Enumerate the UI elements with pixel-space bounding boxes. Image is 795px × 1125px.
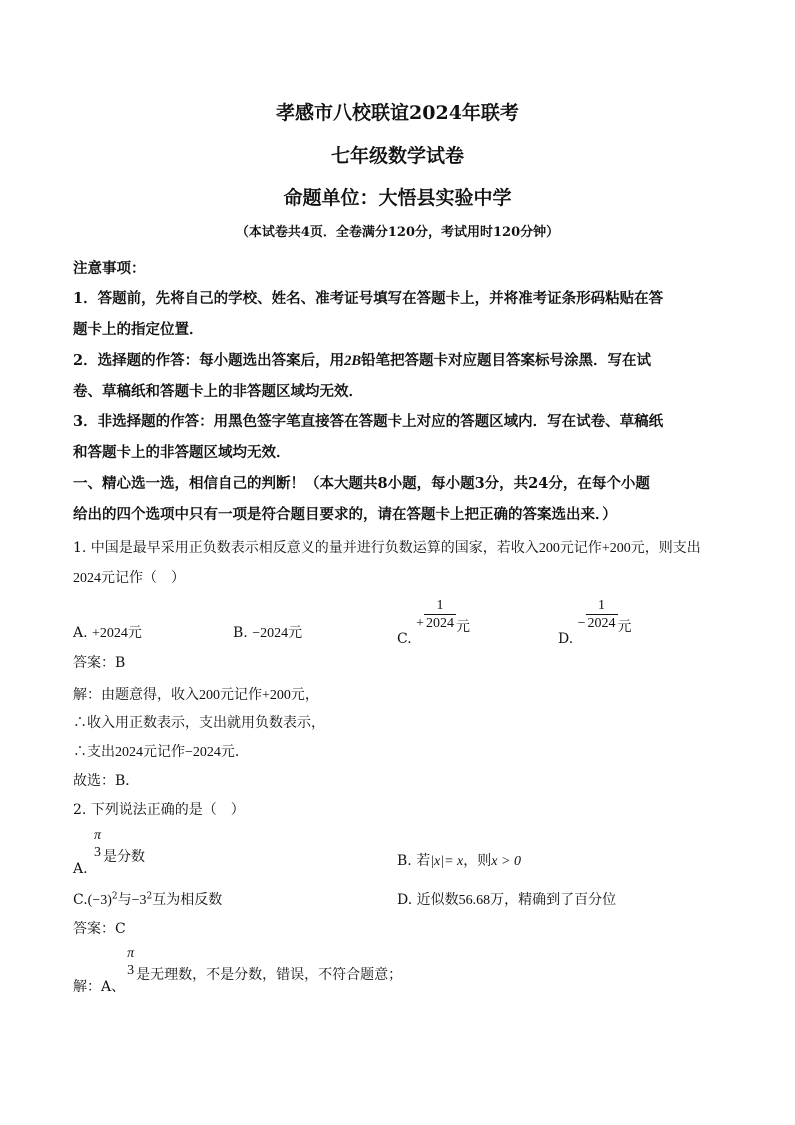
q1-option-c-unit: 元: [456, 619, 471, 635]
q2-option-d-math: 56.68: [458, 893, 491, 908]
q1-sol3-math-minus2024: −2024: [185, 745, 221, 760]
q1-option-b-label: B.: [233, 625, 248, 641]
q1-text-b: 元记作: [559, 540, 602, 556]
q2-stem: 2. 下列说法正确的是（ ）: [73, 802, 245, 818]
q1-solution-line-2: ∴收入用正数表示，支出就用负数表示，: [73, 715, 325, 731]
q1-math-2024: 2024: [73, 571, 101, 586]
q2-option-a[interactable]: [73, 828, 146, 877]
q2-option-d[interactable]: [397, 889, 616, 909]
q1-option-d-numerator: 1: [598, 598, 606, 613]
pencil-grade: 2B: [344, 353, 362, 369]
q1-sol3-text-b: 元记作: [143, 744, 185, 760]
exam-info: （本试卷共4页．全卷满分120分，考试用时120分钟）: [235, 225, 560, 240]
q2-option-d-text: 万，精确到了百分位: [490, 892, 617, 908]
author-unit: 命题单位：大悟县实验中学: [283, 187, 512, 209]
q1-sol-text-a: 解：由题意得，收入: [73, 687, 199, 703]
q2-option-c-label: C.: [73, 892, 88, 908]
q2-option-b-math: |x|= x: [430, 854, 464, 869]
note-2-text-b: 铅笔把答题卡对应题目答案标号涂黑．写在试: [361, 352, 652, 369]
note-3-line-1: 3．非选择题的作答：用黑色签字笔直接答在答题卡上对应的答题区域内．写在试卷、草稿纸: [73, 413, 664, 430]
q1-option-b[interactable]: [233, 622, 302, 642]
note-1-line-2: 题卡上的指定位置．: [73, 321, 204, 338]
q1-text-c: 元，则支出: [630, 540, 701, 556]
note-2-line-2: 卷、草稿纸和答题卡上的非答题区域均无效．: [73, 383, 363, 400]
q1-stem-line-2: [73, 567, 728, 587]
section1-line-1: 一、精心选一选，相信自己的判断！（本大题共8小题，每小题3分，共24分，在每个小题: [73, 475, 650, 492]
q1-option-d[interactable]: [558, 598, 632, 647]
q2-sol-text-b: 是无理数，不是分数，错误，不符合题意；: [136, 966, 403, 983]
q2-option-b-math-2: x > 0: [491, 854, 521, 869]
q1-option-c[interactable]: [397, 598, 471, 647]
q1-sol-text-c: 元，: [290, 687, 319, 703]
q1-option-a[interactable]: [73, 622, 142, 642]
q1-choose: 故选：B．: [73, 773, 140, 789]
q1-sol3-text-a: ∴支出: [73, 744, 115, 760]
q2-option-c-exp-2: 2: [146, 891, 153, 902]
q1-sol-text-b: 元记作: [220, 687, 262, 703]
q2-option-c-text: 互为相反数: [152, 892, 223, 908]
note-2-text-a: 2．选择题的作答：每小题选出答案后，用: [73, 352, 345, 369]
q2-option-c-exp-1: 2: [111, 891, 118, 902]
q1-text-a: 1. 中国是最早采用正负数表示相反意义的量并进行负数运算的国家，若收入: [73, 540, 539, 556]
section1-line-2: 给出的四个选项中只有一项是符合题目要求的，请在答题卡上把正确的答案选出来．）: [73, 506, 617, 523]
q1-option-d-fraction: [586, 598, 618, 632]
note-3-line-2: 和答题卡上的非答题区域均无效．: [73, 444, 291, 461]
q1-option-c-numerator: 1: [436, 598, 444, 613]
q1-option-d-unit: 元: [617, 619, 632, 635]
q1-sol3-text-c: 元．: [220, 744, 249, 760]
q1-option-a-unit: 元: [127, 625, 142, 641]
q1-option-d-sign: −: [577, 616, 586, 631]
q1-answer: 答案：B: [73, 655, 126, 671]
q2-option-a-denominator: 3: [94, 845, 102, 860]
q1-option-d-denominator: 2024: [587, 616, 616, 631]
q2-option-b[interactable]: [397, 850, 521, 870]
q1-option-a-label: A.: [73, 625, 88, 641]
q2-sol-text-a: 解：A、: [73, 978, 126, 995]
q1-option-b-unit: 元: [288, 625, 303, 641]
q2-option-c-math-1: (−3): [87, 893, 112, 908]
q1-option-a-math: +2024: [92, 626, 128, 641]
note-2-line-1: [73, 349, 728, 370]
exam-subtitle: 七年级数学试卷: [330, 145, 464, 167]
q2-option-a-fraction: [92, 828, 103, 861]
q2-solution-line: [73, 946, 403, 995]
q1-solution-line-1: [73, 684, 728, 704]
q1-option-c-sign: +: [416, 616, 425, 631]
q2-option-d-label: D. 近似数: [397, 892, 459, 908]
q2-option-c[interactable]: [73, 889, 222, 909]
q2-option-b-label: B. 若: [397, 853, 431, 869]
q1-sol-math-200: 200: [199, 688, 220, 703]
q1-sol3-math-2024: 2024: [115, 745, 143, 760]
q2-option-a-text: 是分数: [103, 848, 146, 865]
q2-answer: 答案：C: [73, 921, 126, 937]
note-1-line-1: 1．答题前，先将自己的学校、姓名、准考证号填写在答题卡上，并将准考证条形码粘贴在答: [73, 290, 664, 307]
q1-option-b-math: −2024: [252, 626, 289, 641]
q2-option-a-label: A.: [73, 860, 88, 877]
notes-heading: 注意事项：: [73, 260, 146, 277]
q2-sol-denominator: 3: [127, 963, 135, 978]
q1-option-c-label: C.: [397, 631, 412, 647]
q1-option-d-label: D.: [558, 631, 574, 647]
q2-option-c-mid: 与: [117, 892, 132, 908]
q1-text-d: 元记作（ ）: [101, 570, 185, 586]
q1-math-200: 200: [538, 541, 560, 556]
q1-stem-line-1: [73, 537, 728, 557]
q2-sol-fraction: [125, 946, 136, 979]
q1-option-c-fraction: [424, 598, 456, 632]
q2-option-c-math-2: −3: [131, 893, 147, 908]
q1-sol-math-plus200: +200: [262, 688, 291, 703]
q1-solution-line-3: [73, 741, 728, 761]
q2-option-a-numerator: π: [94, 828, 102, 843]
exam-title: 孝感市八校联谊2024年联考: [276, 102, 519, 124]
q1-math-plus200: +200: [601, 541, 631, 556]
q2-sol-numerator: π: [127, 946, 135, 961]
q1-option-c-denominator: 2024: [426, 616, 455, 631]
q2-option-b-mid: ，则: [463, 853, 492, 869]
